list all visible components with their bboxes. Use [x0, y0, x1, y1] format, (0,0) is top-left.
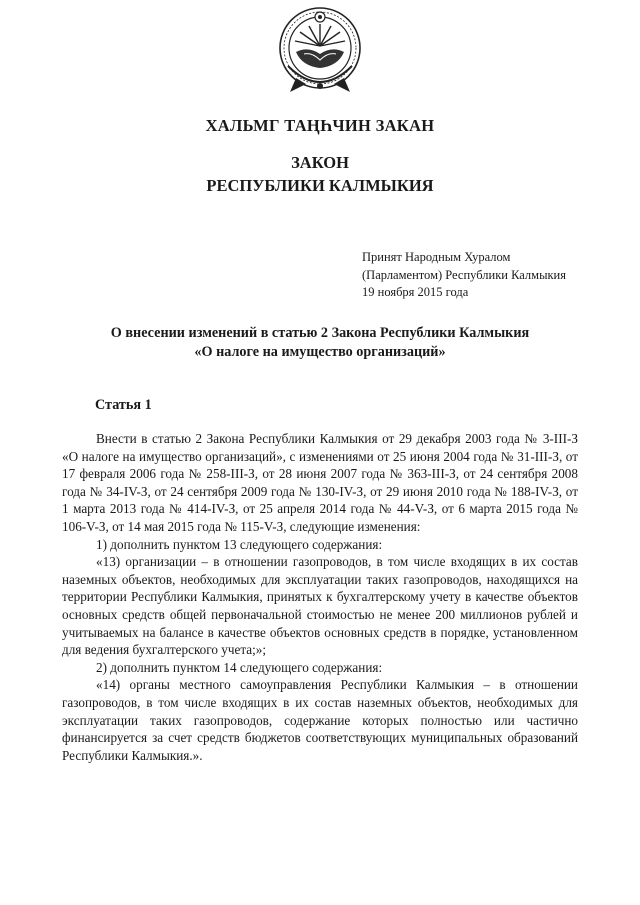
adoption-note [362, 249, 632, 302]
article-paragraph: 2) дополнить пунктом 14 следующего содержания: [96, 659, 383, 675]
adoption-line-2: (Парламентом) Республики Калмыкия [362, 267, 566, 282]
law-heading [0, 151, 640, 197]
republic-name: РЕСПУБЛИКИ КАЛМЫКИЯ [206, 176, 434, 195]
article-paragraph: «14) органы местного самоуправления Республики Калмыкия – в отношении газопроводов, в том числе входящих в их состав наземных объектов, необходимых для эксплуатации таких газопроводов, содержание которых полностью или частично финансируется за счет средств бюджетов соответствующих муниципальных образований Республики Калмыкия.». [62, 677, 578, 763]
law-subject-title [60, 324, 580, 362]
kalmyk-law-title: ХАЛЬМГ ТАҢҺЧИН ЗАКАН [205, 116, 435, 135]
article-paragraph: Внести в статью 2 Закона Республики Калмыкия от 29 декабря 2003 года № 3-III-З «О налоге на имущество организаций», с изменениями от 25 июня 2004 года № 31-III-З, от 17 февраля 2006 года № 258-III-З, от 28 июня 2007 года № 363-III-З, от 24 сентября 2008 года № 34-IV-З, от 24 сентября 2009 года № 130-IV-З, от 29 июня 2010 года № 188-IV-З, от 1 марта 2013 года № 414-IV-З, от 25 апреля 2014 года № 44-V-З, от 6 марта 2015 года № 106-V-З, от 14 мая 2015 года № 115-V-З, следующие изменения: [62, 431, 578, 534]
article-heading: Статья 1 [95, 397, 152, 413]
adoption-line-1: Принят Народным Хуралом [362, 250, 511, 264]
article-paragraph: 1) дополнить пунктом 13 следующего содержания: [96, 536, 383, 552]
law-word: ЗАКОН [291, 153, 349, 172]
adoption-date: 19 ноября 2015 года [362, 285, 469, 299]
law-subject-line-1: О внесении изменений в статью 2 Закона Республики Калмыкия [110, 325, 530, 341]
article-paragraph: «13) организации – в отношении газопроводов, в том числе входящих в их состав наземных объектов, необходимых для эксплуатации таких газопроводов, находящихся на территории Республики Калмыкия, принятых к бухгалтерскому учету в качестве объектов основных средств общей первоначальной стоимостью не менее 200 миллионов рублей и учитываемых на балансе в качестве объектов основных средств в порядке, установленном для ведения бухгалтерского учета;»; [62, 554, 578, 658]
article-body [62, 430, 578, 764]
emblem-of-kalmykia [276, 2, 364, 98]
law-subject-line-2: «О налоге на имущество организаций» [194, 344, 446, 360]
